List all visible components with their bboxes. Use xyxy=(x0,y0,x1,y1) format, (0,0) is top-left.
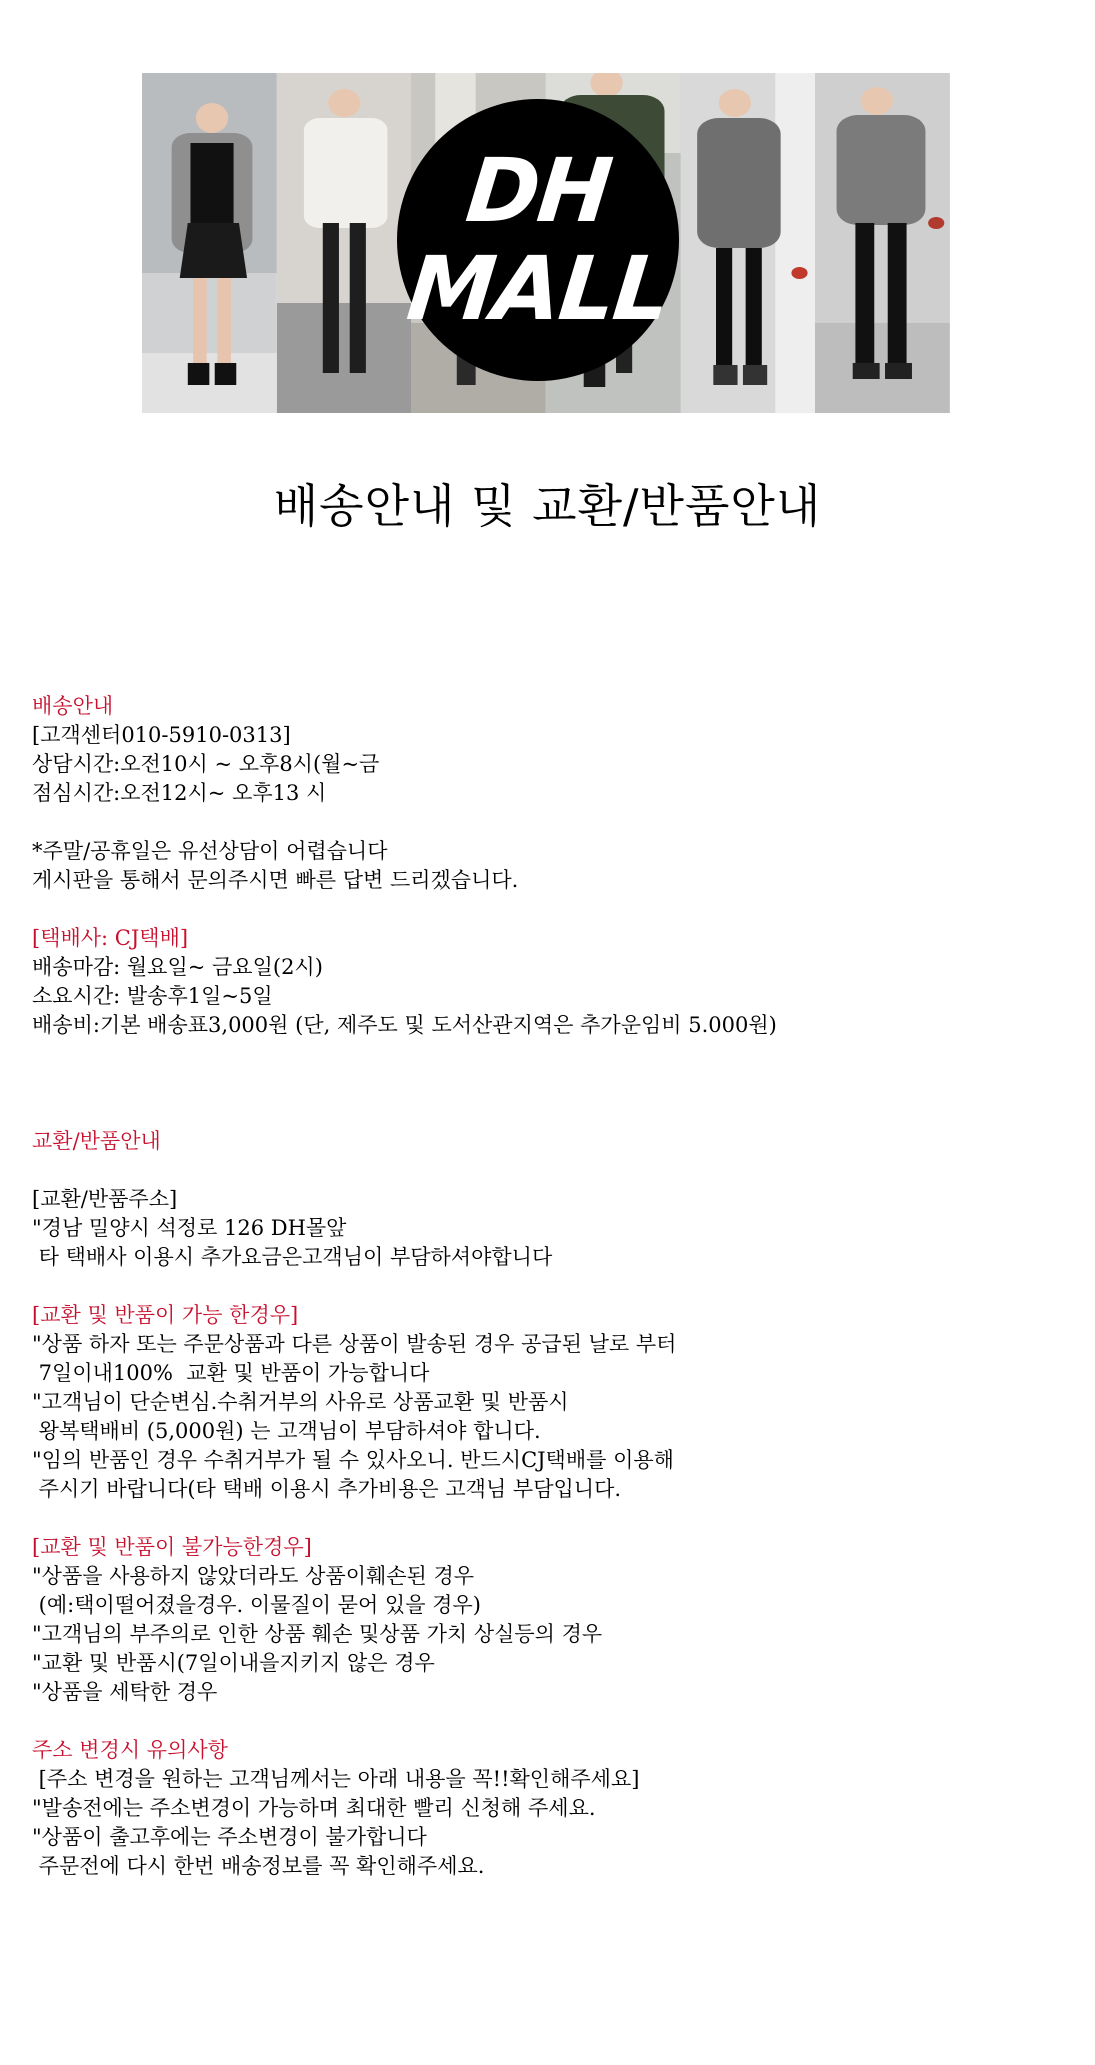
text-line: "고객님이 단순변심.수취거부의 사유로 상품교환 및 반품시 xyxy=(32,1390,569,1414)
logo-text-line2: MALL xyxy=(402,237,674,340)
text-line: 소요시간: 발송후1일~5일 xyxy=(32,984,273,1008)
text-line: 배송비:기본 배송표3,000원 (단, 제주도 및 도서산관지역은 추가운임비 5.000원) xyxy=(32,1013,777,1037)
exchange-impossible-lines xyxy=(32,1562,1072,1707)
text-line: [고객센터010-5910-0313] xyxy=(32,723,291,747)
store-banner xyxy=(142,73,950,413)
text-line: "고객님의 부주의로 인한 상품 훼손 및상품 가치 상실등의 경우 xyxy=(32,1622,603,1646)
text-line: "교환 및 반품시(7일이내을지키지 않은 경우 xyxy=(32,1651,435,1675)
exchange-address-lines xyxy=(32,1185,1072,1272)
text-line: "상품을 세탁한 경우 xyxy=(32,1680,218,1704)
text-line: 점심시간:오전12시~ 오후13 시 xyxy=(32,781,327,805)
banner-photo-2 xyxy=(277,73,412,413)
notice-content xyxy=(32,692,1072,1881)
text-line: 주시기 바랍니다(타 택배 이용시 추가비용은 고객님 부담입니다. xyxy=(32,1477,622,1501)
address-change-lines xyxy=(32,1765,1072,1881)
courier-heading: [택배사: CJ택배] xyxy=(32,926,189,950)
exchange-heading: 교환/반품안내 xyxy=(32,1129,161,1153)
text-line: 상담시간:오전10시 ~ 오후8시(월~금 xyxy=(32,752,380,776)
banner-photo-1 xyxy=(142,73,277,413)
exchange-possible-lines xyxy=(32,1330,1072,1504)
text-line: 타 택배사 이용시 추가요금은고객님이 부담하셔야합니다 xyxy=(32,1245,553,1269)
text-line: 7일이내100% 교환 및 반품이 가능합니다 xyxy=(32,1361,430,1385)
text-line: (예:택이떨어졌을경우. 이물질이 묻어 있을 경우) xyxy=(32,1593,481,1617)
address-change-heading: 주소 변경시 유의사항 xyxy=(32,1738,228,1762)
text-line: [주소 변경을 원하는 고객님께서는 아래 내용을 꼭!!확인해주세요] xyxy=(32,1767,640,1791)
exchange-possible-heading: [교환 및 반품이 가능 한경우] xyxy=(32,1303,299,1327)
page-title: 배송안내 및 교환/반품안내 xyxy=(273,479,822,533)
text-line xyxy=(32,808,1072,837)
text-line: "상품이 출고후에는 주소변경이 불가합니다 xyxy=(32,1825,427,1849)
delivery-lines xyxy=(32,721,1072,924)
text-line: "경남 밀양시 석정로 126 DH몰앞 xyxy=(32,1216,347,1240)
delivery-heading: 배송안내 xyxy=(32,694,114,718)
text-line xyxy=(32,895,1072,924)
text-line: "발송전에는 주소변경이 가능하며 최대한 빨리 신청해 주세요. xyxy=(32,1796,596,1820)
text-line: 왕복택배비 (5,000원) 는 고객님이 부담하셔야 합니다. xyxy=(32,1419,541,1443)
banner-photo-6 xyxy=(815,73,950,413)
text-line: "임의 반품인 경우 수취거부가 될 수 있사오니. 반드시CJ택배를 이용해 xyxy=(32,1448,674,1472)
text-line: 주문전에 다시 한번 배송정보를 꼭 확인해주세요. xyxy=(32,1854,485,1878)
text-line: "상품을 사용하지 않았더라도 상품이훼손된 경우 xyxy=(32,1564,475,1588)
text-line: 배송마감: 월요일~ 금요일(2시) xyxy=(32,955,323,979)
text-line: *주말/공휴일은 유선상담이 어렵습니다 xyxy=(32,839,388,863)
banner-photo-5 xyxy=(681,73,816,413)
text-line: [교환/반품주소] xyxy=(32,1187,178,1211)
courier-lines xyxy=(32,953,1072,1040)
logo-text-line1: DH xyxy=(461,139,615,242)
dh-mall-logo xyxy=(397,99,679,381)
text-line: "상품 하자 또는 주문상품과 다른 상품이 발송된 경우 공급된 날로 부터 xyxy=(32,1332,677,1356)
text-line: 게시판을 통해서 문의주시면 빠른 답변 드리겠습니다. xyxy=(32,868,519,892)
exchange-impossible-heading: [교환 및 반품이 불가능한경우] xyxy=(32,1535,312,1559)
